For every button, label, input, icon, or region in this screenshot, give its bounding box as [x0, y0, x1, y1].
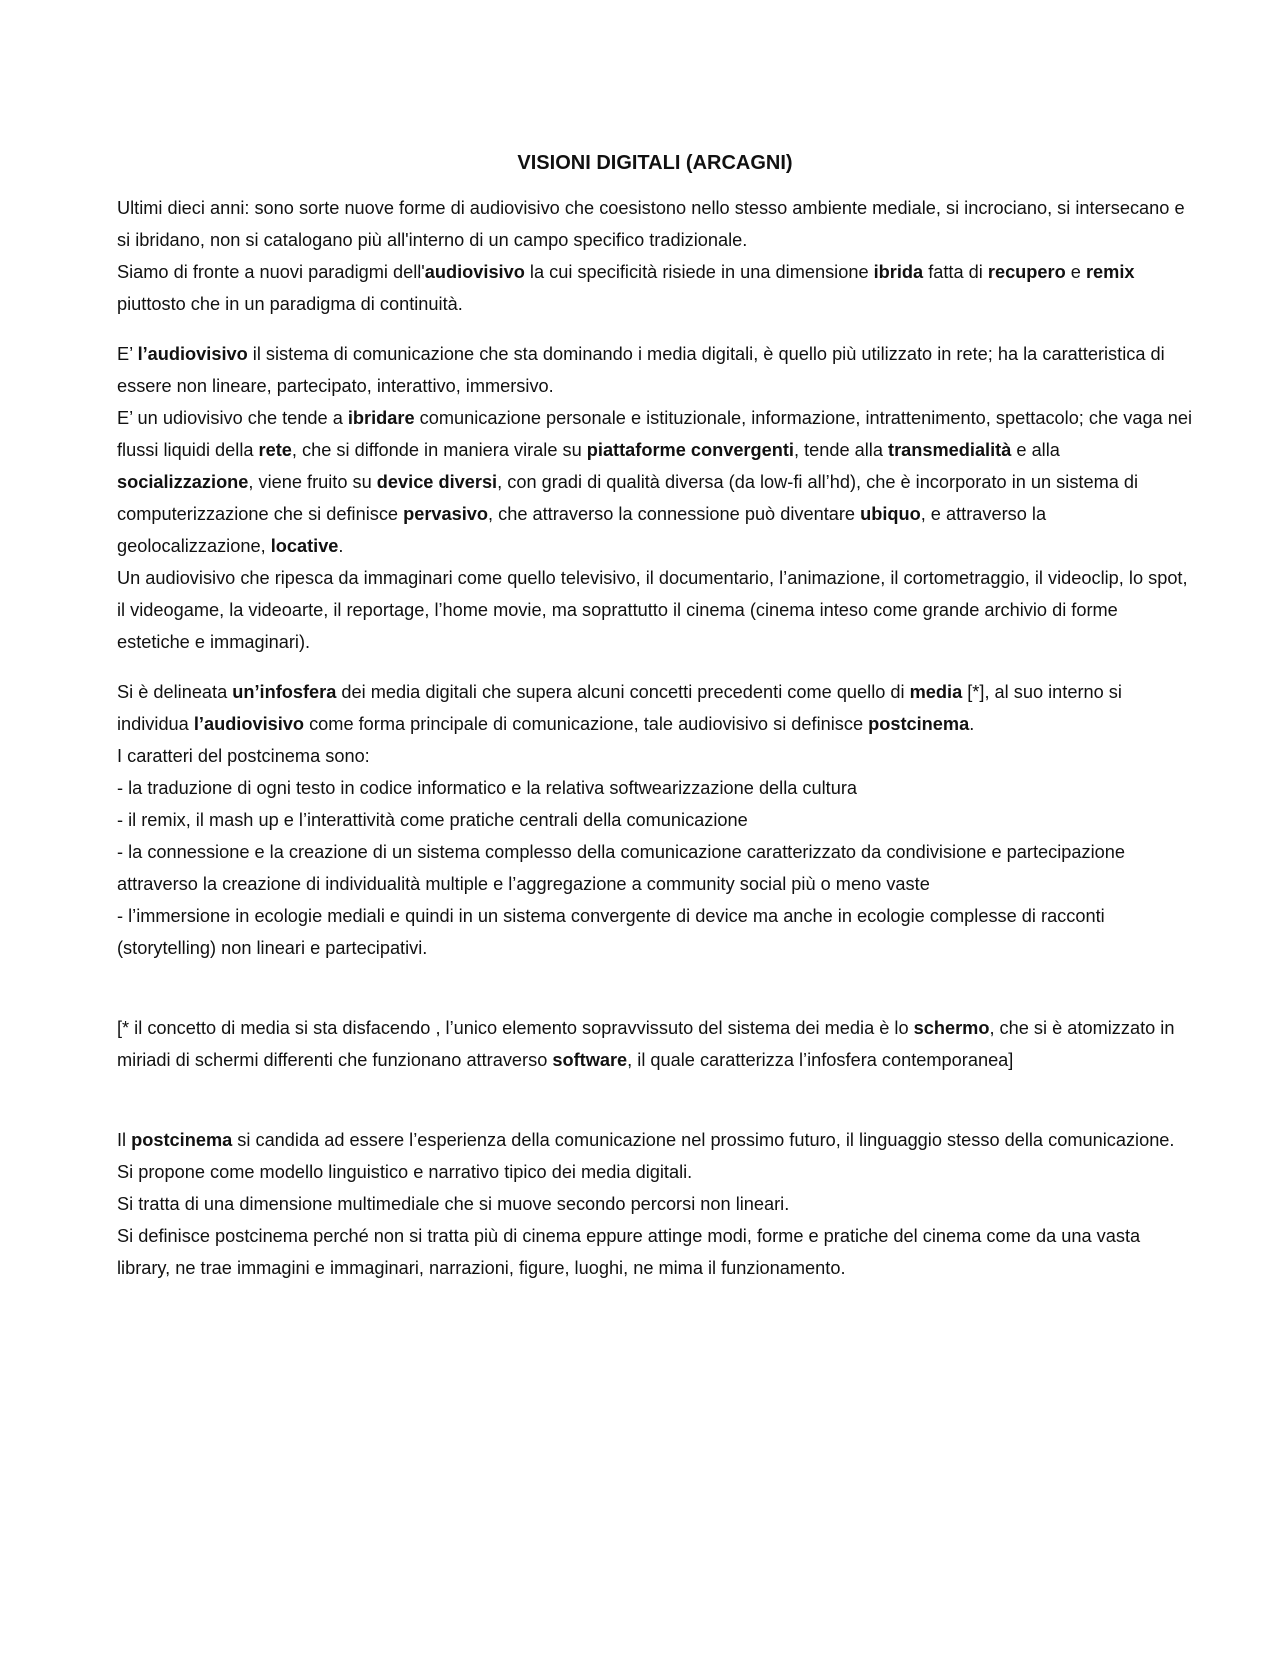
- text-run: la cui specificità risiede in una dimensione: [524, 262, 874, 282]
- text-line: [117, 1124, 1193, 1188]
- bold-text-run: un’infosfera: [232, 682, 337, 702]
- bold-text-run: ibridare: [347, 408, 415, 428]
- text-run: Si definisce postcinema perché non si tratta più di cinema eppure attinge modi, forme e pratiche del cinema come da una vasta library, ne trae immagini e immaginari, narrazioni, figure, luoghi, ne mima il funzionamento.: [117, 1226, 1141, 1278]
- paragraph-block: [117, 192, 1193, 320]
- paragraph-block: [117, 1124, 1193, 1284]
- bold-text-run: ubiquo: [860, 504, 921, 524]
- text-line: [117, 192, 1193, 256]
- bold-text-run: piattaforme convergenti: [586, 440, 794, 460]
- text-run: I caratteri del postcinema sono:: [117, 746, 370, 766]
- text-line: [117, 900, 1193, 964]
- text-run: , che si è atomizzato in miriadi di schermi differenti che funzionano attraverso: [117, 1018, 1175, 1070]
- bold-text-run: socializzazione: [117, 472, 249, 492]
- text-run: - la connessione e la creazione di un sistema complesso della comunicazione caratterizzato da condivisione e partecipazione attraverso la creazione di individualità multiple e l’aggregazione a community social più o meno vaste: [117, 842, 1125, 894]
- footnote-block: [117, 1012, 1193, 1076]
- text-line: [117, 256, 1193, 320]
- text-run: - l’immersione in ecologie mediali e quindi in un sistema convergente di device ma anche in ecologie complesse di racconti (storytelling) non lineari e partecipativi.: [117, 906, 1105, 958]
- text-run: Un audiovisivo che ripesca da immaginari come quello televisivo, il documentario, l’animazione, il cortometraggio, il videoclip, lo spot, il videogame, la videoarte, il reportage, l’home movie, ma soprattutto il cinema (cinema inteso come grande archivio di forme estetiche e immaginari).: [117, 568, 1188, 652]
- text-run: Il: [117, 1130, 132, 1150]
- text-run: [* il concetto di media si sta disfacendo , l’unico elemento sopravvissuto del sistema dei media è lo: [117, 1018, 914, 1038]
- text-run: dei media digitali che supera alcuni concetti precedenti come quello di: [336, 682, 910, 702]
- text-line: [117, 1188, 1193, 1220]
- text-run: Si tratta di una dimensione multimediale che si muove secondo percorsi non lineari.: [117, 1194, 790, 1214]
- bold-text-run: transmedialità: [888, 440, 1012, 460]
- text-run: E’: [117, 344, 138, 364]
- text-run: .: [338, 536, 344, 556]
- text-run: Ultimi dieci anni: sono sorte nuove forme di audiovisivo che coesistono nello stesso ambiente mediale, si incrociano, si intersecano e si ibridano, non si catalogano più all'interno di un campo specifico tradizionale.: [117, 198, 1185, 250]
- text-run: Siamo di fronte a nuovi paradigmi dell': [117, 262, 425, 282]
- text-line: [117, 772, 1193, 804]
- text-run: - il remix, il mash up e l’interattività come pratiche centrali della comunicazione: [117, 810, 748, 830]
- text-run: comunicazione personale e istituzionale, informazione, intrattenimento, spettacolo; che vaga nei flussi liquidi della: [117, 408, 1193, 460]
- bold-text-run: ibrida: [873, 262, 924, 282]
- document-title: VISIONI DIGITALI (ARCAGNI): [517, 152, 793, 174]
- text-run: e: [1065, 262, 1086, 282]
- text-line: [117, 562, 1193, 658]
- bold-text-run: locative: [270, 536, 339, 556]
- text-run: , che si diffonde in maniera virale su: [291, 440, 587, 460]
- text-run: , tende alla: [793, 440, 889, 460]
- text-run: e alla: [1011, 440, 1060, 460]
- text-line: [117, 402, 1193, 562]
- bold-text-run: device diversi: [376, 472, 498, 492]
- text-run: come forma principale di comunicazione, tale audiovisivo si definisce: [304, 714, 869, 734]
- paragraph-block: [117, 338, 1193, 658]
- document-page: [117, 148, 1193, 1302]
- bold-text-run: l’audiovisivo: [137, 344, 248, 364]
- bold-text-run: audiovisivo: [424, 262, 525, 282]
- bold-text-run: postcinema: [131, 1130, 233, 1150]
- bold-text-run: l’audiovisivo: [193, 714, 305, 734]
- bold-text-run: remix: [1085, 262, 1135, 282]
- text-line: [117, 1012, 1193, 1076]
- text-run: , che attraverso la connessione può diventare: [488, 504, 861, 524]
- text-run: , viene fruito su: [248, 472, 377, 492]
- text-run: .: [969, 714, 975, 734]
- paragraph-block: [117, 676, 1193, 964]
- text-line: [117, 740, 1193, 772]
- text-run: - la traduzione di ogni testo in codice informatico e la relativa softwearizzazione della cultura: [117, 778, 858, 798]
- bold-text-run: postcinema: [868, 714, 970, 734]
- text-run: , e attraverso la geolocalizzazione,: [117, 504, 1047, 556]
- bold-text-run: recupero: [987, 262, 1066, 282]
- text-line: [117, 338, 1193, 402]
- text-run: , con gradi di qualità diversa (da low-fi all’hd), che è incorporato in un sistema di computerizzazione che si definisce: [117, 472, 1139, 524]
- bold-text-run: pervasivo: [403, 504, 489, 524]
- text-line: [117, 836, 1193, 900]
- text-run: il sistema di comunicazione che sta dominando i media digitali, è quello più utilizzato in rete; ha la caratteristica di essere non lineare, partecipato, interattivo, immersivo.: [117, 344, 1165, 396]
- text-line: [117, 676, 1193, 740]
- text-run: fatta di: [923, 262, 988, 282]
- text-line: [117, 804, 1193, 836]
- bold-text-run: rete: [258, 440, 292, 460]
- text-run: Si è delineata: [117, 682, 233, 702]
- text-line: [117, 1220, 1193, 1284]
- text-run: piuttosto che in un paradigma di continuità.: [117, 294, 463, 314]
- text-run: E’ un udiovisivo che tende a: [117, 408, 348, 428]
- bold-text-run: schermo: [913, 1018, 990, 1038]
- text-run: [*], al suo interno si individua: [117, 682, 1122, 734]
- bold-text-run: media: [909, 682, 963, 702]
- bold-text-run: software: [552, 1050, 628, 1070]
- text-run: , il quale caratterizza l’infosfera contemporanea]: [627, 1050, 1014, 1070]
- text-run: si candida ad essere l’esperienza della comunicazione nel prossimo futuro, il linguaggio stesso della comunicazione. Si propone come modello linguistico e narrativo tipico dei media digitali.: [117, 1130, 1175, 1182]
